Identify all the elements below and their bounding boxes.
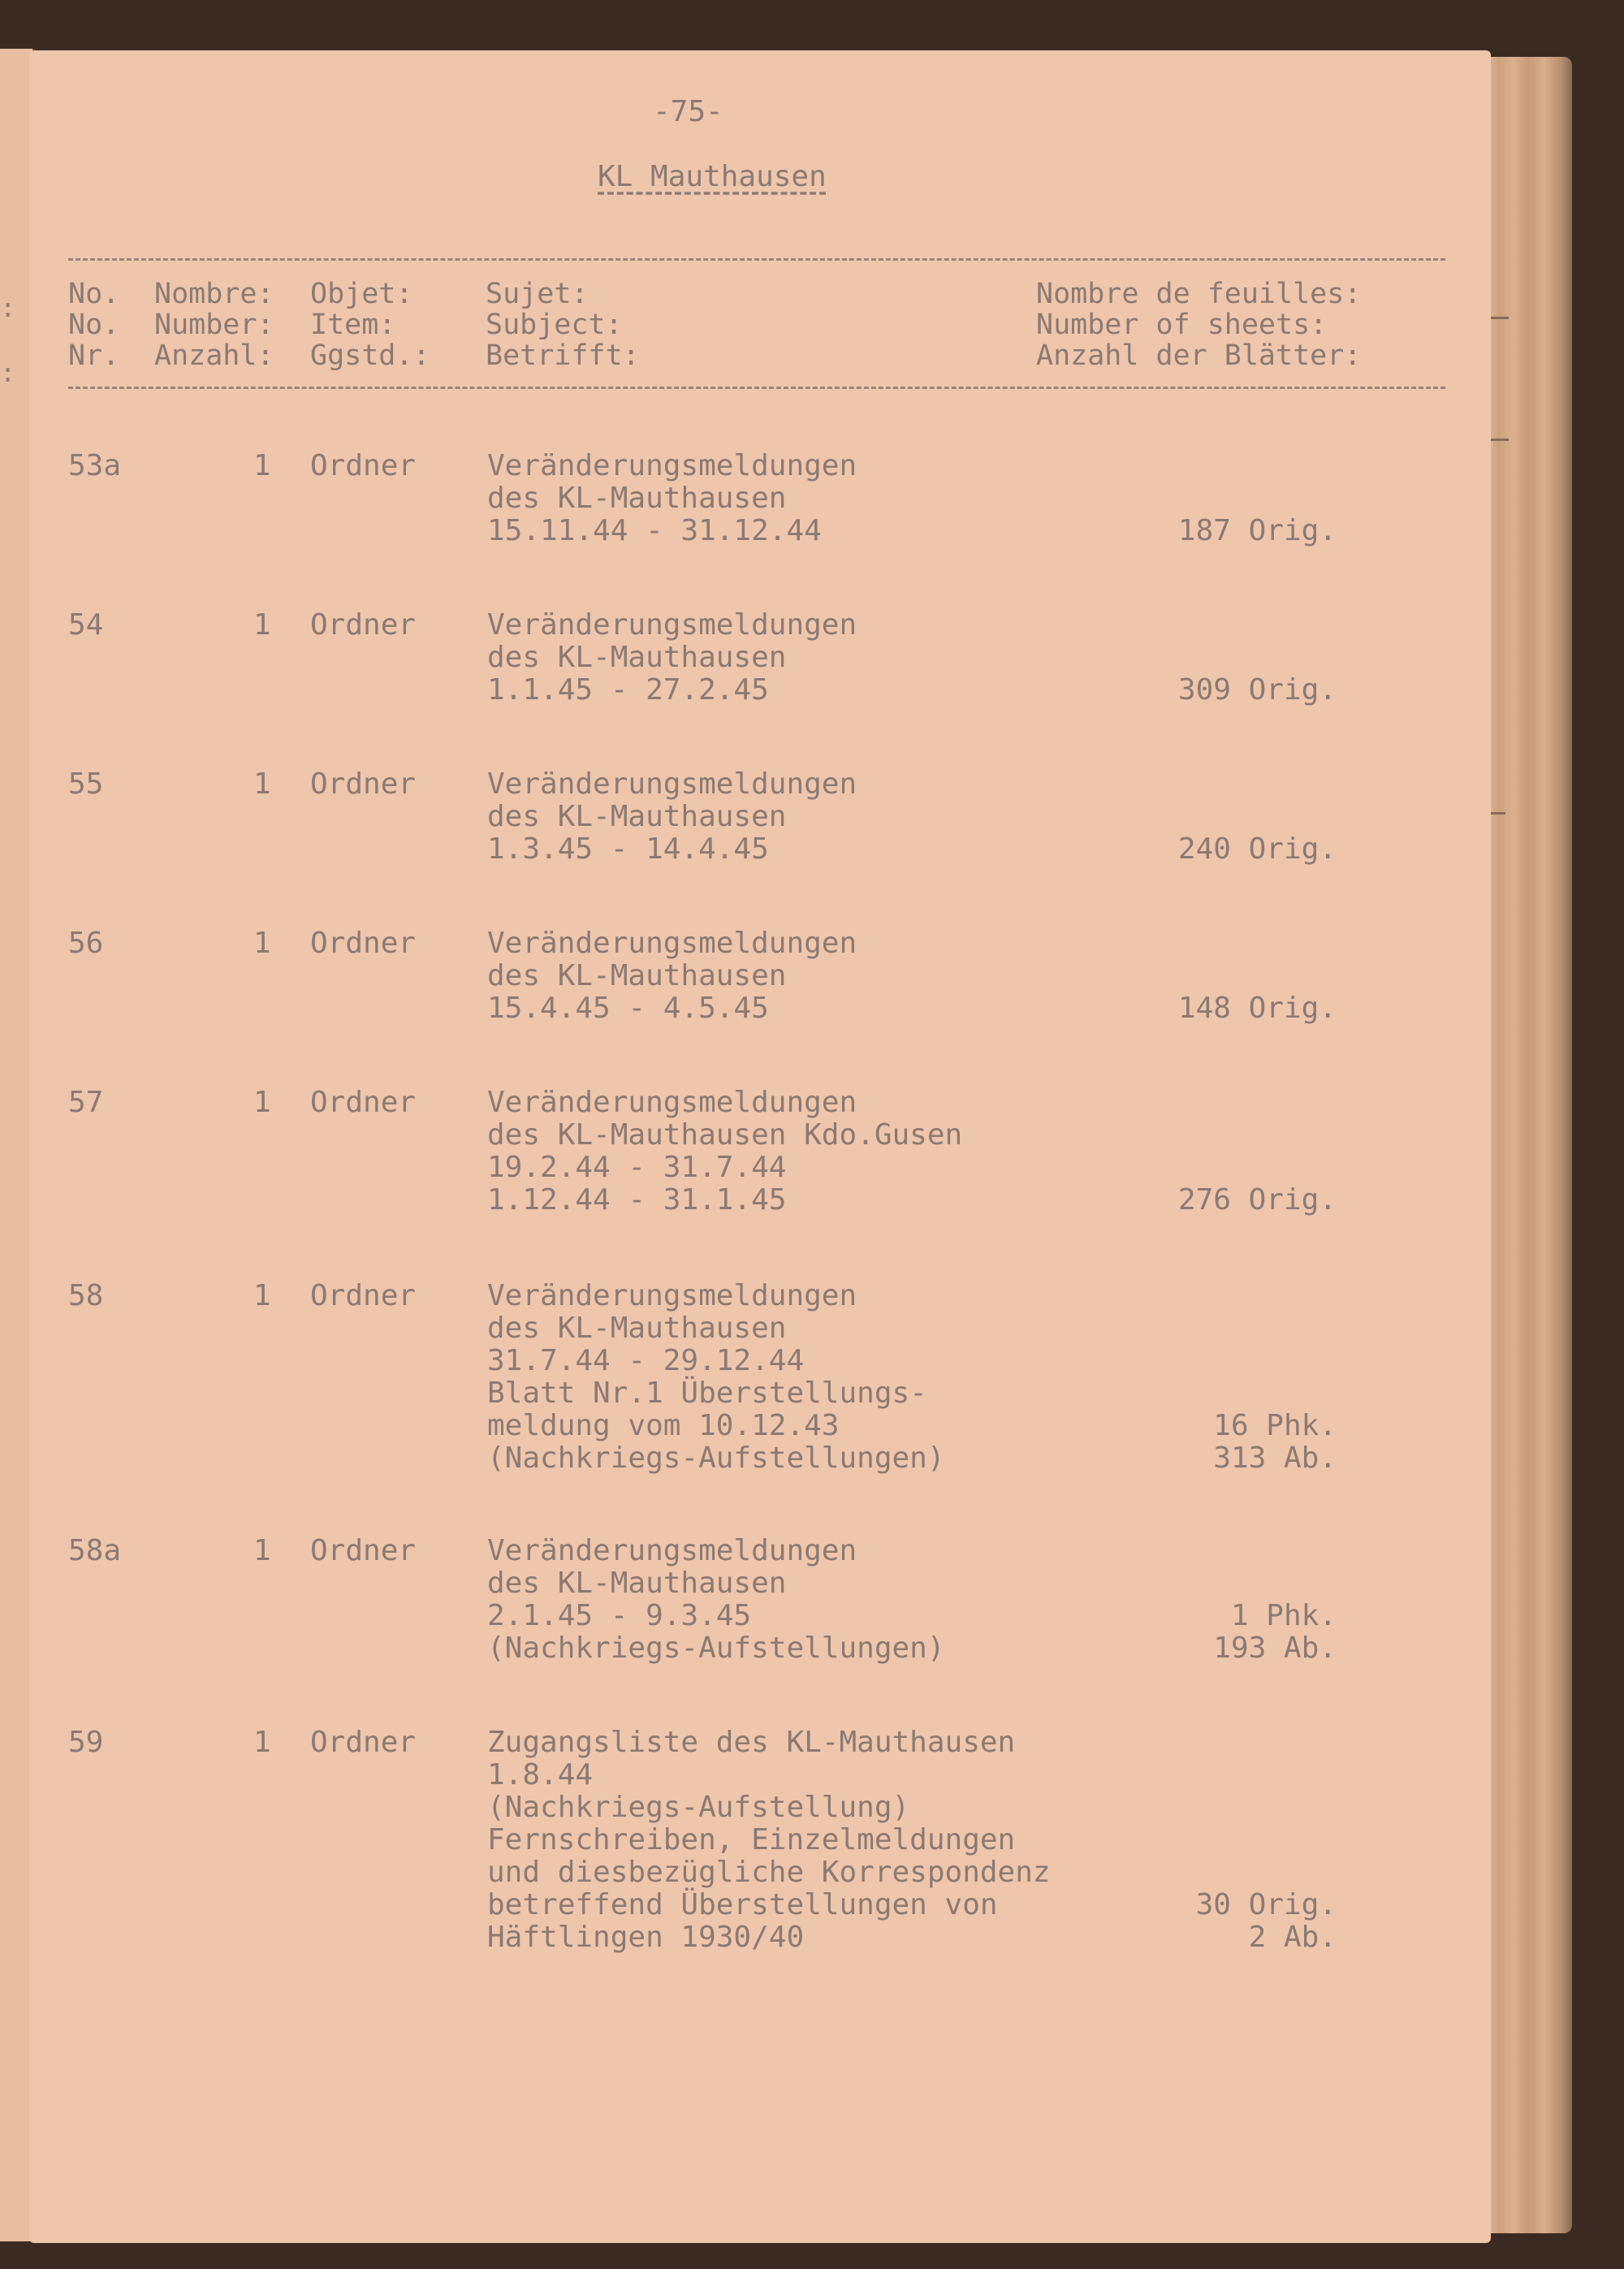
entry-number: 55 (68, 767, 104, 801)
entry-subject-line: (Nachkriegs-Aufstellungen) (487, 1632, 945, 1665)
entry-item: Ordner (310, 608, 417, 642)
entry-subject-line: 1.8.44 (487, 1758, 594, 1791)
entry-number: 57 (68, 1086, 104, 1119)
entry-item: Ordner (310, 1279, 417, 1312)
header-subject-de: Betrifft: (486, 339, 640, 372)
entry-subject-line: betreffend Überstellungen von (487, 1888, 998, 1921)
entry-subject-line: Häftlingen 1930/40 (487, 1921, 805, 1954)
entry-sheet-count: 193 Ab. (1213, 1632, 1337, 1665)
header-no-fr: No. (68, 278, 120, 310)
entry-subject-line: 2.1.45 - 9.3.45 (487, 1599, 752, 1632)
entry-subject-line: Veränderungsmeldungen (487, 608, 857, 642)
header-rule-top (68, 258, 1445, 261)
entry-quantity: 1 (253, 767, 271, 801)
header-sheets-de: Anzahl der Blätter: (1036, 339, 1362, 372)
entry-number: 58 (68, 1279, 104, 1312)
entry-subject-line: 1.1.45 - 27.2.45 (487, 673, 769, 707)
entry-subject-line: Veränderungsmeldungen (487, 1279, 857, 1312)
header-no-en: No. (68, 309, 120, 341)
entry-subject-line: Veränderungsmeldungen (487, 767, 857, 801)
entry-subject-line: (Nachkriegs-Aufstellungen) (487, 1441, 945, 1475)
entry-number: 58a (68, 1534, 122, 1567)
entry-sheet-count: 276 Orig. (1177, 1183, 1337, 1217)
page-number: -75- (653, 95, 723, 128)
entry-subject-line: Blatt Nr.1 Überstellungs- (487, 1377, 927, 1410)
entry-sheet-count: 309 Orig. (1177, 673, 1337, 707)
entry-quantity: 1 (253, 449, 271, 482)
header-rule-bottom (68, 387, 1445, 389)
entry-subject-line: Veränderungsmeldungen (487, 1086, 857, 1119)
entry-number: 56 (68, 927, 104, 960)
entry-subject-line: 1.3.45 - 14.4.45 (487, 832, 769, 866)
entry-subject-line: und diesbezügliche Korrespondenz (487, 1856, 1051, 1889)
margin-mark: : (0, 292, 16, 323)
entry-subject-line: Veränderungsmeldungen (487, 927, 857, 960)
entry-item: Ordner (310, 1726, 417, 1759)
entry-item: Ordner (310, 449, 417, 482)
entry-item: Ordner (310, 1534, 417, 1567)
entry-subject-line: Veränderungsmeldungen (487, 1534, 857, 1567)
entry-quantity: 1 (253, 927, 271, 960)
entry-subject-line: des KL-Mauthausen (487, 1312, 787, 1345)
entry-subject-line: des KL-Mauthausen (487, 482, 787, 515)
entry-subject-line: 15.4.45 - 4.5.45 (487, 992, 769, 1025)
entry-quantity: 1 (253, 1279, 271, 1312)
entry-subject-line: des KL-Mauthausen (487, 800, 787, 833)
header-obj-en: Item: (310, 309, 396, 341)
entry-subject-line: des KL-Mauthausen (487, 959, 787, 992)
entry-quantity: 1 (253, 1534, 271, 1567)
header-sheets-fr: Nombre de feuilles: (1036, 278, 1362, 310)
entry-number: 53a (68, 449, 122, 482)
entry-subject-line: 19.2.44 - 31.7.44 (487, 1151, 787, 1184)
entry-subject-line: Zugangsliste des KL-Mauthausen (487, 1726, 1016, 1759)
entry-subject-line: des KL-Mauthausen Kdo.Gusen (487, 1118, 963, 1152)
entry-subject-line: 31.7.44 - 29.12.44 (487, 1344, 805, 1377)
entry-sheet-count: 148 Orig. (1177, 992, 1337, 1025)
entry-subject-line: Fernschreiben, Einzelmeldungen (487, 1823, 1016, 1856)
entry-subject-line: 15.11.44 - 31.12.44 (487, 514, 822, 547)
entry-subject-line: 1.12.44 - 31.1.45 (487, 1183, 787, 1217)
entry-item: Ordner (310, 927, 417, 960)
entry-sheet-count: 30 Orig. (1195, 1888, 1337, 1921)
entry-subject-line: (Nachkriegs-Aufstellung) (487, 1791, 910, 1824)
header-obj-fr: Objet: (310, 278, 413, 310)
header-obj-de: Ggstd.: (310, 339, 430, 372)
entry-sheet-count: 313 Ab. (1213, 1441, 1337, 1475)
header-qty-de: Anzahl: (154, 339, 274, 372)
entry-quantity: 1 (253, 1726, 271, 1759)
entry-subject-line: des KL-Mauthausen (487, 1567, 787, 1600)
entry-number: 54 (68, 608, 104, 642)
entry-item: Ordner (310, 767, 417, 801)
entry-sheet-count: 2 Ab. (1248, 1921, 1337, 1954)
entry-sheet-count: 187 Orig. (1177, 514, 1337, 547)
header-sheets-en: Number of sheets: (1036, 309, 1328, 341)
entry-sheet-count: 16 Phk. (1213, 1409, 1337, 1442)
document-title: KL Mauthausen (598, 160, 827, 193)
header-qty-fr: Nombre: (154, 278, 274, 310)
header-subject-en: Subject: (486, 309, 623, 341)
margin-mark: : (0, 357, 16, 388)
entry-subject-line: meldung vom 10.12.43 (487, 1409, 840, 1442)
entry-subject-line: Veränderungsmeldungen (487, 449, 857, 482)
entry-sheet-count: 1 Phk. (1230, 1599, 1337, 1632)
header-no-de: Nr. (68, 339, 120, 372)
entry-sheet-count: 240 Orig. (1177, 832, 1337, 866)
header-subject-fr: Sujet: (486, 278, 589, 310)
entry-quantity: 1 (253, 1086, 271, 1119)
entry-subject-line: des KL-Mauthausen (487, 641, 787, 674)
entry-number: 59 (68, 1726, 104, 1759)
entry-item: Ordner (310, 1086, 417, 1119)
entry-quantity: 1 (253, 608, 271, 642)
header-qty-en: Number: (154, 309, 274, 341)
